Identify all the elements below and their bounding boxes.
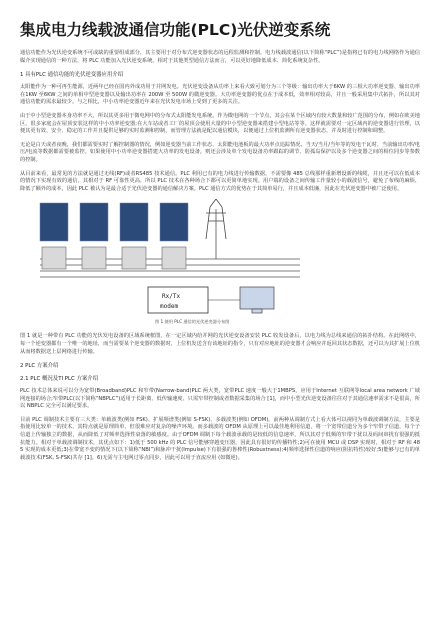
paragraph-6: PLC 技术总体来说可以分为宽带(Broadband)PLC 和窄带(Narrow-band)PLC 两大类，宽带PLC 速度一般大于1MBPS，应用于Internet 互联网等local area network 广域网连接的场合;窄带PLC(以下简称“NBPLC”)适用于长距离、低传输速度、只需窄带控制或者数据采集的场合 [1]，而中小型光伏逆变设备往往对于其通信速率需求不是很高，所以 NBPLC 完全可以满足要求。	[20, 388, 420, 410]
section-2-1-heading: 2.1 PLC 概况及TI PLC 方案介绍	[20, 376, 99, 383]
modem-label: modem	[160, 303, 179, 311]
plc-diagram	[20, 199, 420, 327]
intro-paragraph: 通信功能作为光伏逆变系统不可或缺的重要组成部分，其主要用于对分布式逆变器状态的远程监测和控制。电力线载波通信(以下简称“PLC”)是指将已有的电力线网络作为通信媒介实现通信的一种方法，将 PLC 功能加入光伏逆变系统，相对于其他类型通信方法而言，可以更好地降低成本、简化系统复杂性。	[20, 50, 420, 64]
monitor-icon	[240, 287, 274, 313]
figure-caption: 图 1 使用 PLC 通信的光伏逆变器分布图	[155, 319, 230, 325]
paragraph-2: 由于中小型逆变器本身功率不大，所以其更多用于微电网中的分布式太阳能发电系统。作为微电网的一个节点，其会在某个区域内有较大数量和较广范围的分布，例如在欧美地区，很多家庭会在屋顶安装这样的中小功率逆变器;在大车站或者工厂的屋顶会使用大量的中小型逆变器来搭建小型电站等等。这样就需要对一定区域内的逆变器进行管理，以便其更有效、安全、稳定的工作并且提供足够的实时监测和控制，而管理方法就是配以通信模块，以便通过上位机监测所有逆变器状态，并及时进行控制和调整。	[20, 112, 420, 135]
plc-distribution-figure	[20, 199, 420, 327]
paragraph-3: 无论是白天或者夜晚，我们都需要实时了解控制器的情况，例如逆变器当前工作状态、太阳能电池板的最大功率点追踪情况、当天/当月/当年等的发电干瓦时、当前输出功率/电压/电流等数据都需要被监控。如果使用中小功率逆变器搭建大功率的发电设备，则还会涉及单个发电设备功率跟踪的调节、防孤岛保护以及多个逆变器之间的相位同步等参数的控制。	[20, 141, 420, 163]
section-1-heading: 1 具有PLC 通信功能的光伏逆变器应用介绍	[20, 72, 124, 79]
section-2-heading: 2 PLC 方案介绍	[20, 363, 59, 370]
inverter-icon	[42, 247, 186, 269]
rxtx-label: Rx/Tx	[162, 293, 181, 301]
paragraph-7: 目前 PLC 调制技术主要有三大类：单载波类(例如 FSK)、扩展频谱类(例如 S-FSK)、多载波类(例如 OFDM)。前两种从调制方式上看大体可以视同为单载波调制方法，主要是指使用比较单一的技术，其特点就是原理简单，但很难应对复杂的噪声环境。而多载波的 OFDM 从原理上可以最佳地利用信道，将一个宽带信道分为多个窄带子信道，每个子信道上传输独立的数据，从而降低了对频率选择性衰落的敏感度。由于OFDM 调制下每个载波承载的是较低的信息速率，所以其对于低频的窄带干扰以及码间串扰有很强的抵抗能力。相对于单载波调制技术，其优点如下：1)低于 500 kHz 的 PLC 信号能够穿越变压器，因此具有很好的传播特性;2)可在使用 MCU 或 DSP 实现时，相对于 RF 和 485 实现的成本更低;3)在带宽不变的情况下(以下简称“NBI”)和脉冲干扰(Impulse)下有很强的鲁棒性(Robustness);4)频率选择性信道的响应(阻抗特性)较好;5)能够与已有的单载波技术(FSK, S-FSK)共存 [1]。6)无需与主电网过零点同步，因此可以用于直流应用 (如微逆)。	[20, 416, 420, 461]
solar-panel-icon	[40, 203, 188, 241]
page-title: 集成电力线载波通信功能(PLC)光伏逆变系统	[20, 21, 331, 39]
paragraph-4: 从目前来看，最常见的方法就是通过无线(RF)或者RS485 技术通信。PLC 利用已有的电力线进行传输数据，不需要像 485 总线那样重新增设新的线缆，并且还可以在低成本的情况下实现有效的通信，其相对于 RF 可靠性更高，所以 PLC 技术在各种场合下都可以更简单地实现。用户端的设备之间传输工作量较小的载波信号，避免了布线的麻烦、降低了额外的成本，因此 PLC 被认为是最合适于光伏逆变器的通信解决方案。PLC 通信方式的优势在于其简单易行，并且成本低廉，因此在光伏逆变器中被广泛使用。	[20, 170, 420, 192]
paragraph-1: 太阳能作为一种可再生能源，近两年已经在国内外成功用于并网发电。光伏逆变设备从功率上来看大致可划分为三个等级：输出功率大于6KW 的三相大功率逆变器、输出功率在1KW 至6KW 之间的单相中型逆变器以及输出功率在 200W 至 500W 的微逆变器。大功率逆变器的优点在于成本低，效率相对较高，并且一般采用集中式拓扑，所以其对通信功能的需求最较少。与之相比，中小功率逆变器近年来在光伏发电市场上受到了更多的关注。	[20, 84, 420, 106]
paragraph-5: 图 1 就是一种带有 PLC 功能的光伏发电设备的区域系统框图，在一定区域内给并网的光伏逆变设备安装 PLC 收发设备后，以电力线为总线来通信的拓扑结构。在此网络中，每一个逆变器都有一个唯一的地址，而当需要某个逆变器的数据时，上位机发送含有该地址的指令，只有对应地址的逆变器才会响应并返回其状态数据，还可以为其扩展上位机从而将数据送上层网络进行传输。	[20, 333, 420, 355]
